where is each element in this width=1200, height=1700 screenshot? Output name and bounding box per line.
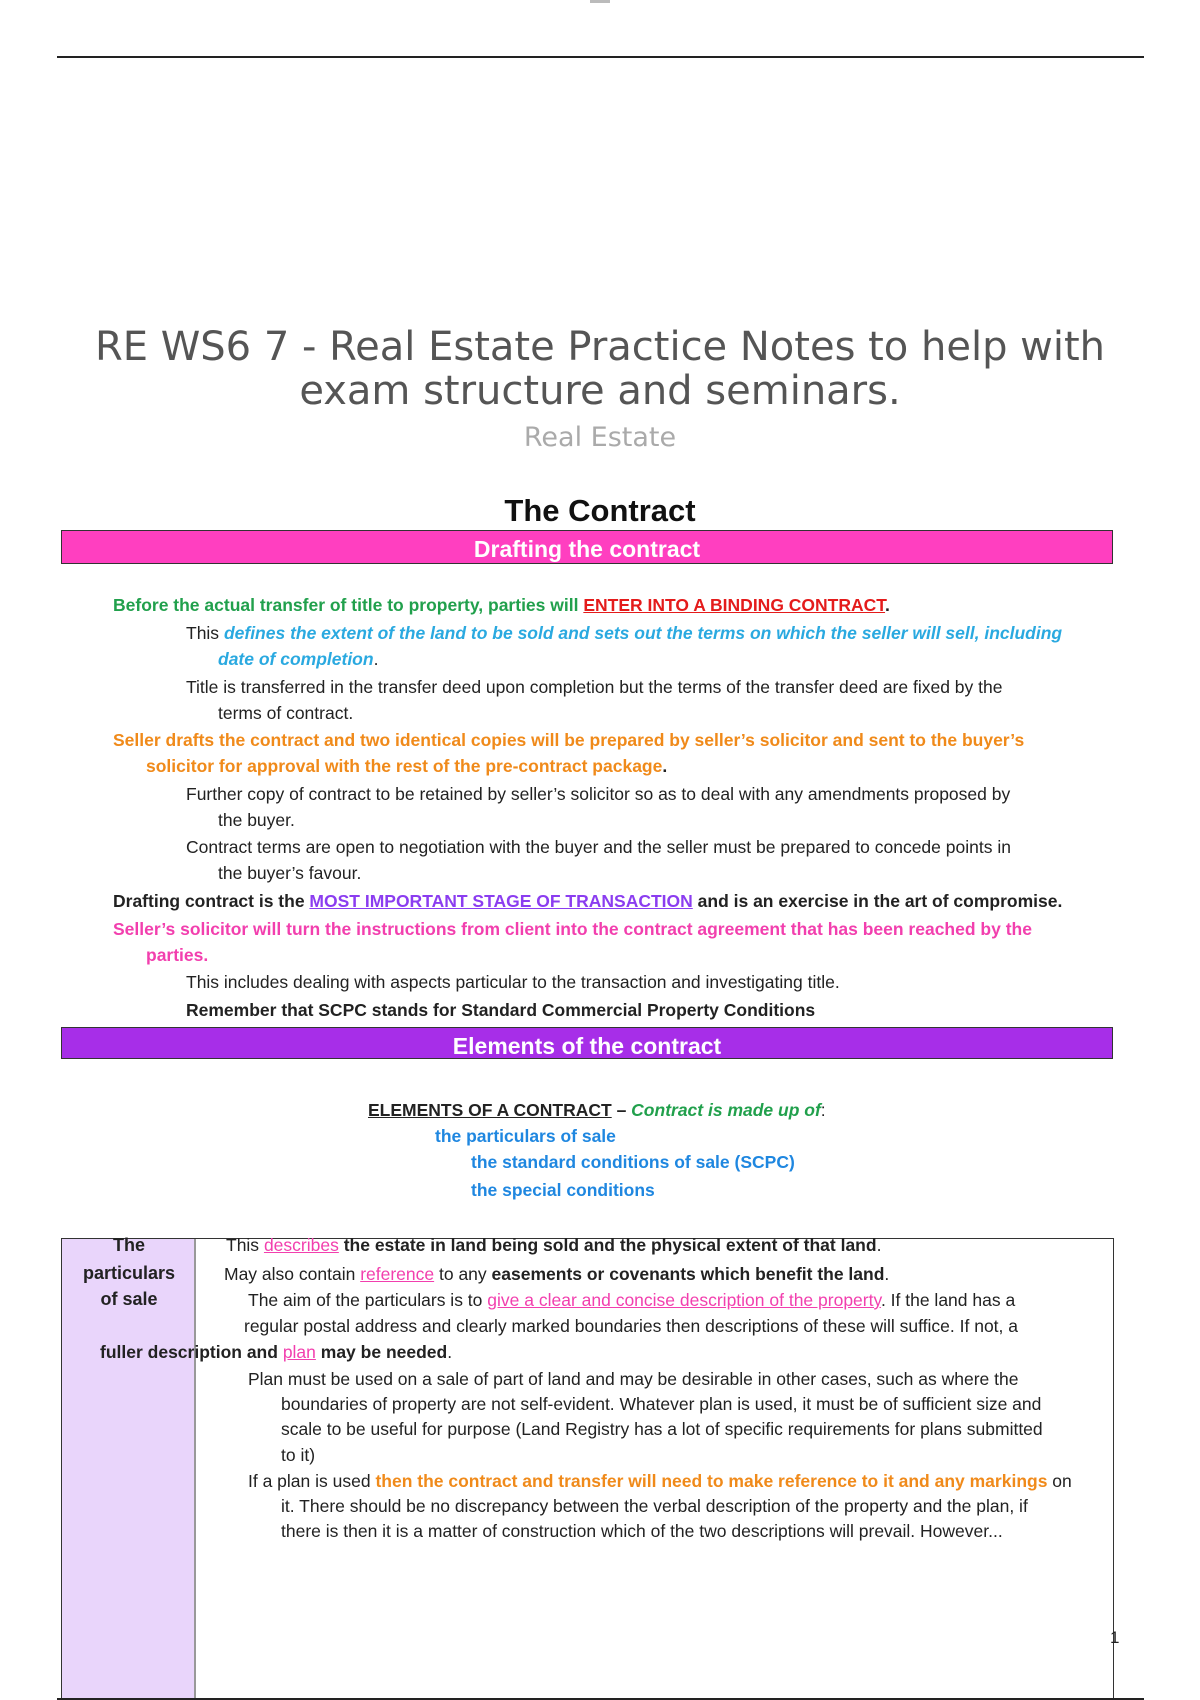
paragraph-contract-terms: Contract terms are open to negotiation with the buyer and the seller must be prepared to concede points in	[186, 837, 1011, 857]
document-subtitle: Real Estate	[523, 422, 677, 453]
paragraph-seller-drafts: Seller drafts the contract and two identical copies will be prepared by seller’s solicitor and sent to the buyer’s	[113, 730, 1025, 750]
element-item-special-conditions: the special conditions	[471, 1180, 655, 1200]
elements-section-bar: Elements of the contract	[61, 1027, 1113, 1059]
paragraph-further-copy: Further copy of contract to be retained by seller’s solicitor so as to deal with any amendments proposed by	[186, 784, 1011, 804]
top-scroll-mark	[590, 0, 610, 3]
element-item-standard-conditions: the standard conditions of sale (SCPC)	[471, 1152, 795, 1172]
header-rule	[57, 56, 1144, 58]
particulars-line-construction: there is then it is a matter of construction which of the two descriptions will prevail. However...	[281, 1521, 1003, 1541]
page-number: 1	[1110, 1628, 1120, 1647]
paragraph-includes: This includes dealing with aspects particular to the transaction and investigating title.	[186, 972, 840, 992]
drafting-section-bar: Drafting the contract	[61, 530, 1113, 564]
paragraph-defines-extent-cont: date of completion.	[218, 649, 379, 669]
paragraph-title-transfer: Title is transferred in the transfer deed upon completion but the terms of the transfer deed are fixed by the	[186, 677, 1003, 697]
particulars-line-plan: Plan must be used on a sale of part of land and may be desirable in other cases, such as where the	[248, 1369, 1019, 1389]
paragraph-defines-extent: This defines the extent of the land to be sold and sets out the terms on which the seller will sell, including	[186, 623, 1063, 643]
paragraph-title-transfer-cont: terms of contract.	[218, 703, 354, 723]
row-label-line2: particulars	[82, 1263, 176, 1283]
paragraph-further-copy-cont: the buyer.	[218, 810, 295, 830]
particulars-line-plan-4: to it)	[281, 1445, 316, 1465]
particulars-line-reference: May also contain reference to any easements or covenants which benefit the land.	[224, 1264, 890, 1284]
particulars-line-postal: regular postal address and clearly marked boundaries then descriptions of these will suffice. If not, a	[244, 1316, 1018, 1336]
particulars-line-discrepancy: it. There should be no discrepancy between the verbal description of the property and the plan, if	[281, 1496, 1028, 1516]
element-item-particulars: the particulars of sale	[435, 1126, 616, 1146]
particulars-line-aim: The aim of the particulars is to give a clear and concise description of the property. If the land has a	[248, 1290, 1016, 1310]
particulars-line-plan-2: boundaries of property are not self-evident. Whatever plan is used, it must be of sufficient size and	[281, 1394, 1042, 1414]
paragraph-seller-solicitor: Seller’s solicitor will turn the instructions from client into the contract agreement that has been reached by the	[113, 919, 1032, 939]
particulars-line-describes: This describes the estate in land being sold and the physical extent of that land.	[226, 1235, 882, 1255]
section-heading: The Contract	[504, 493, 696, 528]
particulars-line-plan-3: scale to be useful for purpose (Land Registry has a lot of specific requirements for plans submitted	[281, 1419, 1043, 1439]
document-title: RE WS6 7 - Real Estate Practice Notes to help with exam structure and seminars.	[94, 324, 1106, 414]
particulars-line-if-plan: If a plan is used then the contract and transfer will need to make reference to it and any markings on	[248, 1471, 1072, 1491]
paragraph-binding-contract: Before the actual transfer of title to property, parties will ENTER INTO A BINDING CONTRACT.	[113, 595, 890, 615]
paragraph-scpc-note: Remember that SCPC stands for Standard Commercial Property Conditions	[186, 1000, 816, 1020]
elements-heading: ELEMENTS OF A CONTRACT – Contract is made up of:	[368, 1100, 826, 1120]
paragraph-seller-solicitor-cont: parties.	[146, 945, 209, 965]
paragraph-seller-drafts-cont: solicitor for approval with the rest of the pre-contract package.	[146, 756, 668, 776]
row-label-line3: of sale	[100, 1289, 158, 1309]
paragraph-most-important: Drafting contract is the MOST IMPORTANT STAGE OF TRANSACTION and is an exercise in the art of compromise.	[113, 891, 1063, 911]
paragraph-contract-terms-cont: the buyer’s favour.	[218, 863, 362, 883]
particulars-line-fuller: fuller description and plan may be needed.	[100, 1342, 453, 1362]
row-label-line1: The	[112, 1235, 145, 1255]
